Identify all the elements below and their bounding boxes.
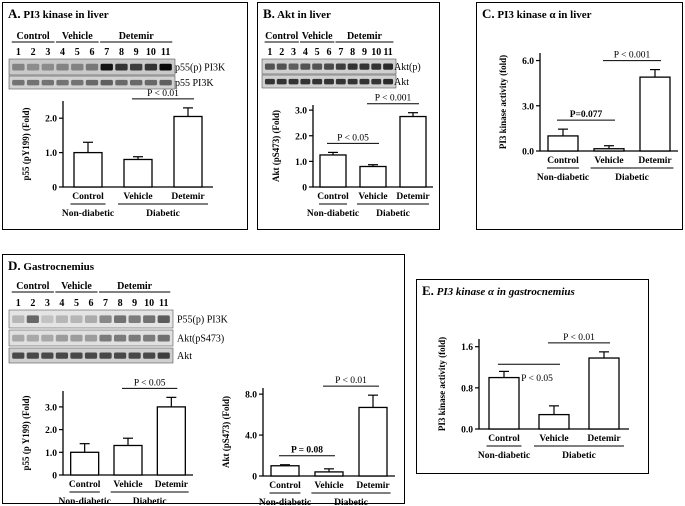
panel-b-blot-band (265, 79, 275, 84)
panel-b-lane-number: 7 (338, 47, 344, 58)
panel-b-blot-band (371, 79, 381, 84)
panel-d-chart-akt-significance-label: P = 0.08 (290, 445, 324, 456)
panel-d-chart-p55-group-label: Non-diabetic (58, 497, 111, 506)
panel-b-chart-category-label: Vehicle (358, 192, 388, 202)
panel-a-blot-band (101, 64, 113, 71)
panel-a-blot-band (115, 64, 127, 71)
panel-d-chart-akt-category-label: Control (269, 481, 301, 491)
panel-d-blot-label: Akt (177, 351, 192, 362)
panel-d-group-label: Control (16, 281, 50, 292)
panel-c-chart-bar (640, 77, 670, 151)
panel-a-blot-band (56, 80, 68, 85)
panel-d-chart-akt-tick-label: 4.0 (245, 431, 257, 442)
panel-b-blot-band (359, 79, 369, 84)
panel-a-blot-band (101, 80, 113, 85)
panel-e-chart-significance-label: P < 0.01 (563, 332, 595, 343)
panel-a-chart-bar (74, 153, 102, 187)
panel-a-blot-band (145, 80, 157, 85)
panel-d-chart-p55-tick-label: 0 (52, 471, 57, 482)
panel-b-blot-band (265, 64, 275, 70)
panel-b-blot-band (348, 79, 358, 84)
panel-d-blot-band (27, 353, 39, 359)
panel-e (416, 279, 649, 474)
panel-e-chart-group-label: Non-diabetic (477, 451, 531, 461)
panel-a-blot-band (86, 80, 98, 85)
panel-e-chart-category-label: Detemir (587, 434, 621, 444)
panel-b-blot-band (300, 64, 310, 70)
panel-b-blot-band (289, 64, 299, 70)
panel-a-blot-band (145, 64, 157, 71)
panel-b-chart-group-label: Diabetic (376, 209, 410, 219)
panel-d-blot-band (99, 353, 111, 359)
panel-a-chart-group-label: Diabetic (146, 209, 180, 219)
panel-b-lane-number: 1 (267, 47, 273, 58)
panel-d-group-label: Vehicle (61, 281, 92, 292)
panel-d-chart-p55-group-label: Diabetic (132, 497, 167, 506)
panel-b-title: B. Akt in liver (263, 6, 331, 21)
panel-d (2, 254, 405, 504)
panel-e-chart-significance-label: P < 0.05 (521, 374, 553, 385)
panel-c-chart-tick-label: 3.0 (522, 102, 534, 113)
panel-d-blot-band (41, 315, 53, 323)
panel-d-blot-band (85, 335, 97, 342)
panel-d-chart-akt-significance-label: P < 0.01 (335, 376, 367, 387)
panel-a-lane-number: 3 (45, 47, 51, 58)
panel-d-chart-akt-tick-label: 0 (252, 472, 257, 483)
panel-a-svg (3, 3, 249, 231)
panel-d-blot-band (41, 335, 53, 342)
panel-d-blot-band (56, 315, 68, 323)
panel-c-chart-bar (548, 136, 578, 151)
panel-a-chart-tick-label: 0 (52, 183, 57, 194)
panel-d-chart-p55-category-label: Detemir (154, 480, 188, 490)
panel-a-blot-band (27, 80, 39, 85)
panel-d-blot-band (143, 353, 155, 359)
panel-e-chart-tick-label: 0.0 (461, 425, 473, 436)
panel-d-blot-band (70, 353, 82, 359)
panel-a-chart-bar (124, 159, 152, 187)
panel-c-chart-tick-label: 6.0 (522, 57, 534, 68)
panel-d-blot-band (12, 353, 24, 359)
panel-a-blot-band (86, 64, 98, 71)
panel-d-blot-band (27, 335, 39, 342)
panel-c-title: C. PI3 kinase α in liver (482, 6, 592, 21)
panel-a-chart-group-label: Non-diabetic (61, 209, 115, 219)
panel-d-lane-number: 6 (88, 298, 94, 309)
panel-b-blot-band (289, 79, 299, 84)
panel-d-chart-p55-bar (71, 452, 99, 475)
panel-d-lane-number: 5 (73, 298, 79, 309)
panel-d-chart-p55-bar (114, 445, 142, 475)
panel-a-lane-number: 4 (60, 47, 66, 58)
panel-a-lane-number: 10 (145, 47, 156, 58)
panel-b-lane-number: 6 (326, 47, 332, 58)
panel-a-title: A. PI3 kinase in liver (8, 6, 109, 21)
panel-d-blot-band (158, 335, 170, 342)
panel-b-svg (258, 3, 441, 231)
panel-a-lane-number: 1 (15, 47, 21, 58)
panel-c-chart-category-label: Detemir (638, 156, 672, 166)
panel-c-chart-tick-label: 0.0 (522, 147, 534, 158)
panel-b (257, 2, 440, 230)
panel-d-chart-p55-tick-label: 1.0 (45, 448, 57, 459)
panel-d-chart-p55-bar (157, 407, 185, 475)
panel-a-lane-number: 9 (133, 47, 139, 58)
panel-b-chart-significance-label: P < 0.001 (374, 93, 412, 104)
panel-b-blot-band (348, 64, 358, 70)
panel-e-chart-category-label: Control (488, 434, 520, 444)
panel-a-lane-number: 8 (118, 47, 124, 58)
panel-a-blot-band (130, 80, 142, 85)
panel-a-chart-tick-label: 1.0 (45, 149, 57, 160)
panel-b-group-label: Vehicle (301, 31, 333, 42)
panel-c-chart-significance-label: P < 0.001 (613, 50, 651, 61)
panel-d-group-label: Detemir (117, 281, 153, 292)
panel-b-blot-band (277, 64, 287, 70)
panel-e-chart-bar (589, 358, 619, 429)
panel-d-blot-band (56, 335, 68, 342)
panel-d-chart-akt-bar (271, 466, 299, 476)
panel-b-lane-number: 2 (279, 47, 285, 58)
panel-d-lane-number: 7 (103, 298, 109, 309)
panel-a-blot-label: p55(p) PI3K (175, 62, 226, 74)
panel-d-chart-akt-group-label: Diabetic (334, 498, 368, 506)
panel-a-lane-number: 11 (160, 47, 171, 58)
panel-b-blot-band (324, 64, 334, 70)
panel-a-chart-bar (174, 116, 202, 187)
panel-b-chart-bar (400, 117, 426, 187)
panel-e-chart-tick-label: 0.8 (461, 384, 473, 395)
panel-c-chart-group-label: Non-diabetic (536, 173, 590, 183)
panel-b-lane-number: 11 (383, 47, 393, 58)
panel-d-lane-number: 10 (144, 298, 155, 309)
panel-d-chart-akt-tick-label: 8.0 (245, 390, 257, 401)
panel-b-blot-label: Akt (394, 77, 409, 88)
panel-a-lane-number: 7 (104, 47, 110, 58)
panel-a-blot-band (71, 80, 83, 85)
panel-b-blot-label: Akt(p) (394, 62, 421, 73)
panel-c (476, 2, 683, 230)
panel-a-blot-label: p55 PI3K (175, 78, 214, 89)
panel-c-chart-significance-label: P=0.077 (569, 110, 603, 121)
panel-a-blot-band (56, 64, 68, 71)
panel-d-blot-band (114, 353, 126, 359)
panel-d-blot-band (143, 335, 155, 342)
panel-d-chart-p55-significance-label: P < 0.05 (133, 378, 166, 389)
panel-b-chart-tick-label: 0 (302, 183, 307, 194)
panel-c-svg (477, 3, 684, 231)
panel-b-chart-tick-label: 1.0 (295, 157, 307, 168)
panel-a-blot-band (71, 64, 83, 71)
panel-d-blot-band (99, 335, 111, 342)
panel-c-chart-group-label: Diabetic (615, 173, 649, 183)
panel-b-blot-band (336, 79, 346, 84)
panel-a-chart-tick-label: 2.0 (45, 114, 57, 125)
panel-d-blot-band (70, 315, 82, 323)
panel-a-chart-category-label: Detemir (171, 192, 205, 202)
panel-d-blot-band (56, 353, 68, 359)
panel-b-chart-y-axis-label: Akt (pS473) (Fold) (271, 109, 281, 183)
panel-b-blot-band (371, 64, 381, 70)
panel-d-blot-band (158, 315, 170, 323)
panel-d-lane-number: 9 (132, 298, 138, 309)
panel-e-title: E. PI3 kinase α in gastrocnemius (422, 283, 575, 298)
panel-b-blot-band (324, 79, 334, 84)
panel-b-blot-band (300, 79, 310, 84)
panel-a-blot-band (115, 80, 127, 85)
panel-d-blot-band (143, 315, 155, 323)
panel-a-chart-category-label: Vehicle (123, 192, 153, 202)
panel-d-title: D. Gastrocnemius (8, 258, 95, 273)
panel-b-lane-number: 9 (361, 47, 367, 58)
panel-d-lane-number: 8 (117, 298, 123, 309)
panel-a-blot-band (12, 80, 24, 85)
panel-b-chart-group-label: Non-diabetic (306, 209, 360, 219)
panel-d-blot-band (85, 353, 97, 359)
panel-d-chart-akt-group-label: Non-diabetic (258, 498, 312, 506)
panel-a-blot-band (42, 80, 54, 85)
panel-a-lane-number: 2 (30, 47, 36, 58)
panel-d-blot-band (114, 335, 126, 342)
panel-a-group-label: Vehicle (61, 31, 93, 42)
panel-a-lane-number: 6 (89, 47, 95, 58)
panel-a (2, 2, 248, 230)
panel-b-blot-band (383, 64, 393, 70)
panel-d-blot-band (114, 315, 126, 323)
panel-a-blot-band (159, 64, 171, 71)
panel-b-chart-significance-label: P < 0.05 (337, 133, 369, 144)
panel-a-chart-category-label: Control (72, 192, 104, 202)
panel-d-chart-akt-category-label: Detemir (356, 481, 390, 491)
panel-e-chart-category-label: Vehicle (539, 434, 569, 444)
panel-d-blot-band (27, 315, 39, 323)
panel-c-chart-category-label: Control (547, 156, 579, 166)
panel-d-lane-number: 11 (159, 298, 169, 309)
panel-b-blot-band (277, 79, 287, 84)
panel-e-chart-y-axis-label: PI3 kinase activity (fold) (437, 336, 447, 432)
panel-d-blot-band (85, 315, 97, 323)
panel-a-blot-band (42, 64, 54, 71)
panel-e-chart-bar (489, 378, 519, 429)
panel-d-blot-label: P55(p) PI3K (177, 314, 228, 326)
panel-d-chart-p55-category-label: Control (68, 480, 101, 490)
panel-d-blot-band (158, 353, 170, 359)
panel-d-blot-band (41, 353, 53, 359)
panel-b-chart-category-label: Control (317, 192, 349, 202)
panel-a-blot-band (159, 80, 171, 85)
panel-d-lane-number: 2 (30, 298, 36, 309)
panel-b-lane-number: 3 (291, 47, 297, 58)
panel-b-lane-number: 10 (371, 47, 382, 58)
panel-d-blot-band (129, 353, 141, 359)
panel-b-lane-number: 8 (350, 47, 356, 58)
panel-d-blot-band (70, 335, 82, 342)
panel-d-chart-akt-bar (359, 407, 387, 476)
panel-d-blot-band (99, 315, 111, 323)
panel-d-chart-akt-category-label: Vehicle (314, 481, 344, 491)
panel-d-chart-p55-category-label: Vehicle (113, 480, 143, 490)
panel-b-chart-tick-label: 3.0 (295, 106, 307, 117)
panel-d-lane-number: 3 (44, 298, 50, 309)
panel-b-chart-bar (320, 155, 346, 187)
panel-b-blot-band (312, 79, 322, 84)
panel-a-blot-band (27, 64, 39, 71)
panel-b-chart-bar (360, 167, 386, 188)
panel-c-chart-y-axis-label: PI3 kinase activity (fold) (498, 54, 508, 150)
panel-d-lane-number: 4 (59, 298, 65, 309)
panel-a-blot-band (130, 64, 142, 71)
panel-b-group-label: Control (265, 31, 299, 42)
panel-d-chart-p55-tick-label: 2.0 (45, 426, 57, 437)
panel-b-blot-band (383, 79, 393, 84)
panel-d-svg (3, 255, 406, 505)
panel-b-lane-number: 5 (314, 47, 320, 58)
panel-d-blot-band (129, 315, 141, 323)
panel-d-blot-band (12, 335, 24, 342)
panel-a-chart-significance-label: P < 0.01 (147, 88, 179, 99)
panel-b-blot-band (312, 64, 322, 70)
panel-a-group-label: Detemir (118, 31, 154, 42)
panel-d-chart-akt-y-axis-label: Akt (pS473) (Fold) (221, 395, 231, 469)
panel-e-chart-tick-label: 1.6 (461, 343, 473, 354)
panel-b-blot-band (336, 64, 346, 70)
panel-a-lane-number: 5 (74, 47, 80, 58)
panel-b-chart-tick-label: 2.0 (295, 132, 307, 143)
panel-b-group-label: Detemir (346, 31, 382, 42)
panel-b-chart-category-label: Detemir (396, 192, 430, 202)
panel-e-svg (417, 280, 650, 475)
panel-b-blot-band (359, 64, 369, 70)
panel-e-chart-group-label: Diabetic (562, 451, 596, 461)
panel-d-chart-p55-y-axis-label: p55 (p Y199) (Fold) (21, 395, 31, 471)
panel-d-chart-akt-bar (315, 472, 343, 476)
panel-c-chart-bar (594, 149, 624, 151)
panel-e-chart-bar (539, 415, 569, 429)
panel-d-blot-band (129, 335, 141, 342)
panel-a-group-label: Control (16, 31, 50, 42)
panel-d-blot-band (12, 315, 24, 323)
panel-a-chart-y-axis-label: p55 (pY199) (Fold) (21, 107, 31, 181)
panel-b-lane-number: 4 (302, 47, 308, 58)
panel-d-chart-p55-tick-label: 3.0 (45, 403, 57, 414)
panel-d-blot-label: Akt(pS473) (177, 333, 225, 345)
panel-d-lane-number: 1 (15, 298, 21, 309)
panel-a-blot-band (12, 64, 24, 71)
panel-c-chart-category-label: Vehicle (594, 156, 624, 166)
